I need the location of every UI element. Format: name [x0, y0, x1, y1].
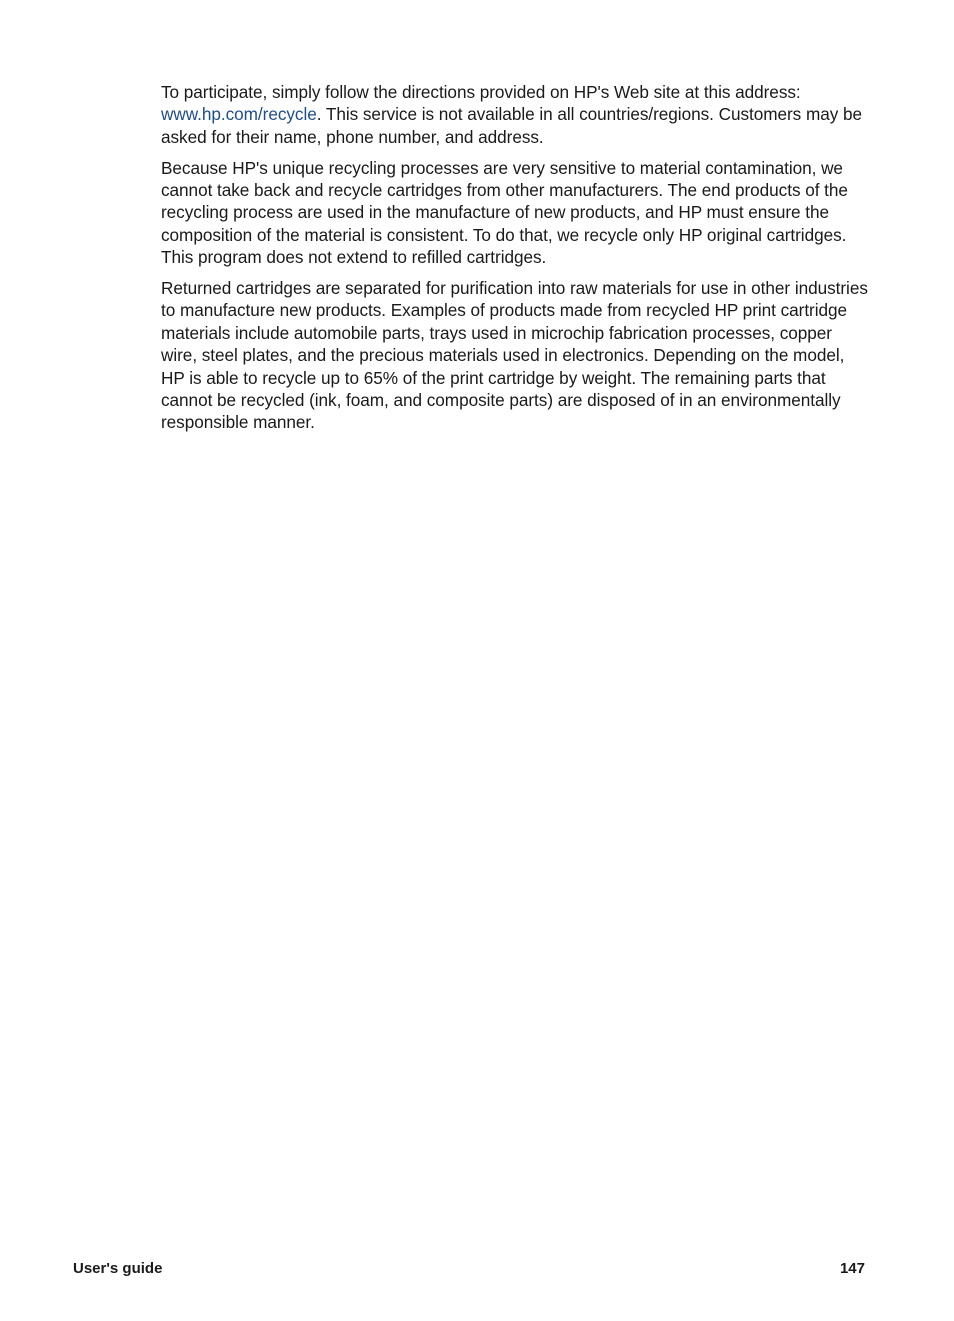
paragraph-participate-text-start: To participate, simply follow the directions provided on HP's Web site at this address: — [161, 82, 801, 102]
paragraph-participate — [161, 81, 871, 148]
paragraph-returned-cartridges: Returned cartridges are separated for purification into raw materials for use in other industries to manufacture new products. Examples of products made from recycled HP print cartridge materials include automobile parts, trays used in microchip fabrication processes, copper wire, steel plates, and the precious materials used in electronics. Depending on the model, HP is able to recycle up to 65% of the print cartridge by weight. The remaining parts that cannot be recycled (ink, foam, and composite parts) are disposed of in an environmentally responsible manner. — [161, 278, 868, 433]
footer-title: User's guide — [73, 1260, 163, 1277]
paragraph-contamination: Because HP's unique recycling processes are very sensitive to material contamination, we cannot take back and recycle cartridges from other manufacturers. The end products of the recycling process are used in the manufacture of new products, and HP must ensure the composition of the material is consistent. To do that, we recycle only HP original cartridges. This program does not extend to refilled cartridges. — [161, 157, 848, 268]
page-number: 147 — [839, 1260, 865, 1277]
document-body — [161, 81, 871, 442]
paragraph-participate-text-end: . This service is not available in all countries/regions. Customers may be asked for their name, phone number, and address. — [161, 104, 863, 147]
recycle-link[interactable]: www.hp.com/recycle — [161, 104, 317, 125]
